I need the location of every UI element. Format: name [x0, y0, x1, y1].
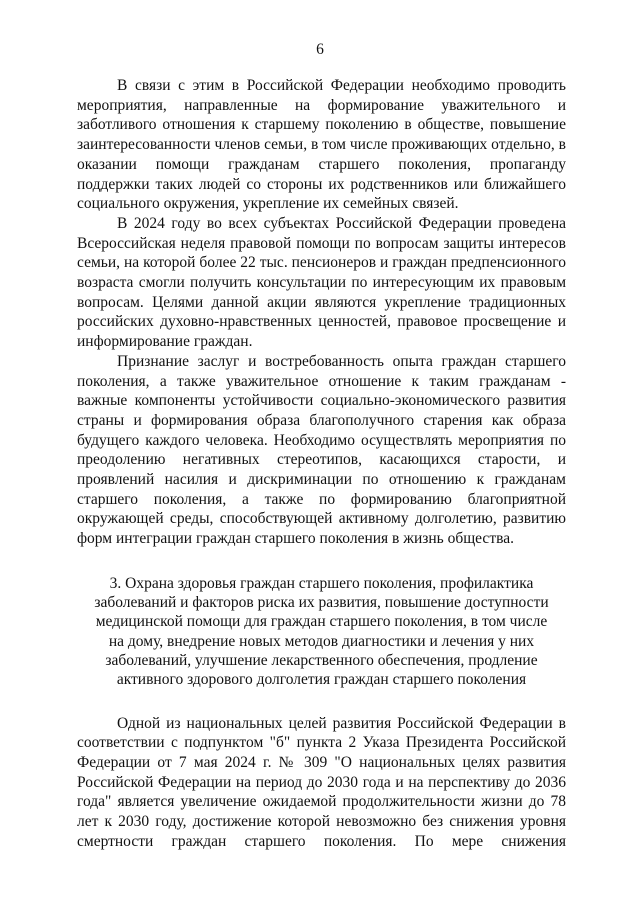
section-heading: 3. Охрана здоровья граждан старшего поколения, профилактика заболеваний и факторов риска их развития, повышение доступности медицинской помощи для граждан старшего поколения, в том числе на дому, внедрение новых методов диагностики и лечения у них заболеваний, улучшение лекарственного обеспечения, продление активного здорового долголетия граждан старшего поколения	[94, 574, 549, 689]
paragraph-national-goals: Одной из национальных целей развития Российской Федерации в соответствии с подпунктом "б" пункта 2 Указа Президента Российской Федерации от 7 мая 2024 г. № 309 "О национальных целях развития Российской Федерации на период до 2030 года и на перспективу до 2036 года" является увеличение ожидаемой продолжительности жизни до 78 лет к 2030 году, достижение которой невозможно без снижения уровня смертности граждан старшего поколения. По мере снижения	[77, 714, 566, 850]
document-body	[77, 76, 566, 852]
paragraph-respect-for-elderly: В связи с этим в Российской Федерации необходимо проводить мероприятия, направленные на формирование уважительного и заботливого отношения к старшему поколению в обществе, повышение заинтересованности членов семьи, в том числе проживающих отдельно, в оказании помощи гражданам старшего поколения, пропаганду поддержки таких людей со стороны их родственников или ближайшего социального окружения, укрепление их семейных связей.	[77, 77, 566, 213]
paragraph-recognition-of-merits: Признание заслуг и востребованность опыта граждан старшего поколения, а также уважительное отношение к таким гражданам - важные компоненты устойчивости социально-экономического развития страны и формирования образа благополучного старения как образа будущего каждого человека. Необходимо осуществлять мероприятия по преодолению негативных стереотипов, касающихся старости, и проявлений насилия и дискриминации по отношению к гражданам старшего поколения, а также по формированию благоприятной окружающей среды, способствующей активному долголетию, развитию форм интеграции граждан старшего поколения в жизнь общества.	[77, 352, 566, 548]
page-number: 6	[316, 41, 324, 58]
paragraph-legal-aid-week: В 2024 году во всех субъектах Российской Федерации проведена Всероссийская неделя правовой помощи по вопросам защиты интересов семьи, на которой более 22 тыс. пенсионеров и граждан предпенсионного возраста смогли получить консультации по интересующим их правовым вопросам. Целями данной акции являются укрепление традиционных российских духовно-нравственных ценностей, правовое просвещение и информирование граждан.	[77, 214, 566, 351]
